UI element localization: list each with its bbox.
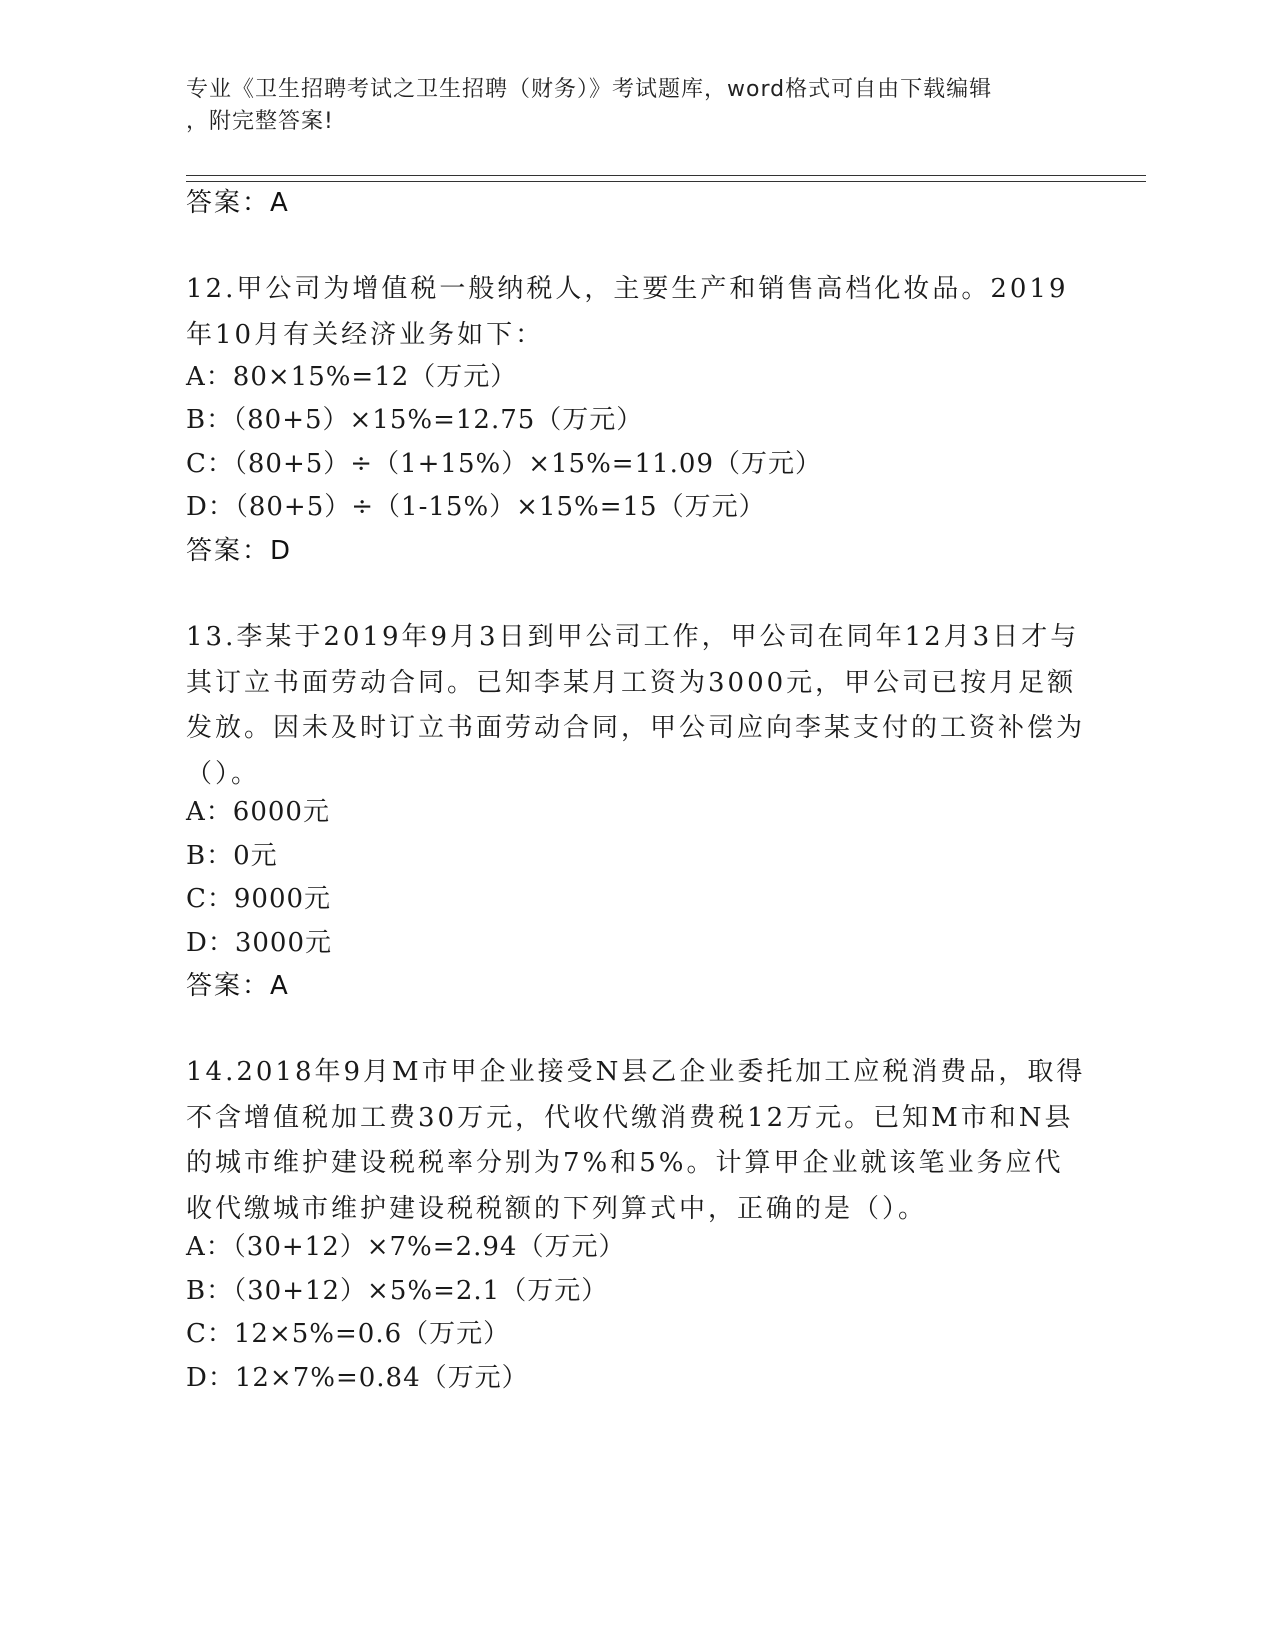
question-13-option-d: D：3000元 — [186, 928, 333, 958]
question-12-option-d: D：（80+5）÷（1-15%）×15%=15（万元） — [186, 492, 766, 522]
answer-11: 答案：A — [186, 188, 290, 218]
question-14-text: 14.2018年9月M市甲企业接受N县乙企业委托加工应税消费品，取得不含增值税加工费30万元，代收代缴消费税12万元。已知M市和N县的城市维护建设税税率分别为7%和5%。计算甲企业就该笔业务应代收代缴城市维护建设税税额的下列算式中，正确的是（）。 — [186, 1057, 1086, 1224]
question-14-option-d: D：12×7%=0.84（万元） — [186, 1363, 529, 1393]
header-line-1: 专业《卫生招聘考试之卫生招聘（财务）》考试题库，word格式可自由下载编辑 — [186, 77, 993, 102]
question-14-option-c: C：12×5%=0.6（万元） — [186, 1319, 511, 1349]
header-line-2: ，附完整答案! — [186, 109, 334, 134]
question-13-text: 13.李某于2019年9月3日到甲公司工作，甲公司在同年12月3日才与其订立书面劳动合同。已知李某月工资为3000元，甲公司已按月足额发放。因未及时订立书面劳动合同，甲公司应向李某支付的工资补偿为（）。 — [186, 622, 1086, 789]
page-header — [186, 74, 1066, 138]
question-13-option-b: B：0元 — [186, 841, 278, 871]
question-13-option-a: A：6000元 — [186, 797, 330, 827]
answer-12: 答案：D — [186, 536, 293, 566]
answer-13: 答案：A — [186, 971, 290, 1001]
question-12-option-a: A：80×15%=12（万元） — [186, 362, 518, 392]
question-13-option-c: C：9000元 — [186, 884, 332, 914]
question-14-option-b: B：（30+12）×5%=2.1（万元） — [186, 1276, 609, 1306]
question-12-text: 12.甲公司为增值税一般纳税人，主要生产和销售高档化妆品。2019年10月有关经济业务如下： — [186, 274, 1069, 350]
header-divider-top — [186, 175, 1146, 176]
question-14-option-a: A：（30+12）×7%=2.94（万元） — [186, 1232, 626, 1262]
question-12-option-b: B：（80+5）×15%=12.75（万元） — [186, 405, 644, 435]
header-divider-bottom — [186, 181, 1146, 182]
question-12-option-c: C：（80+5）÷（1+15%）×15%=11.09（万元） — [186, 449, 822, 479]
